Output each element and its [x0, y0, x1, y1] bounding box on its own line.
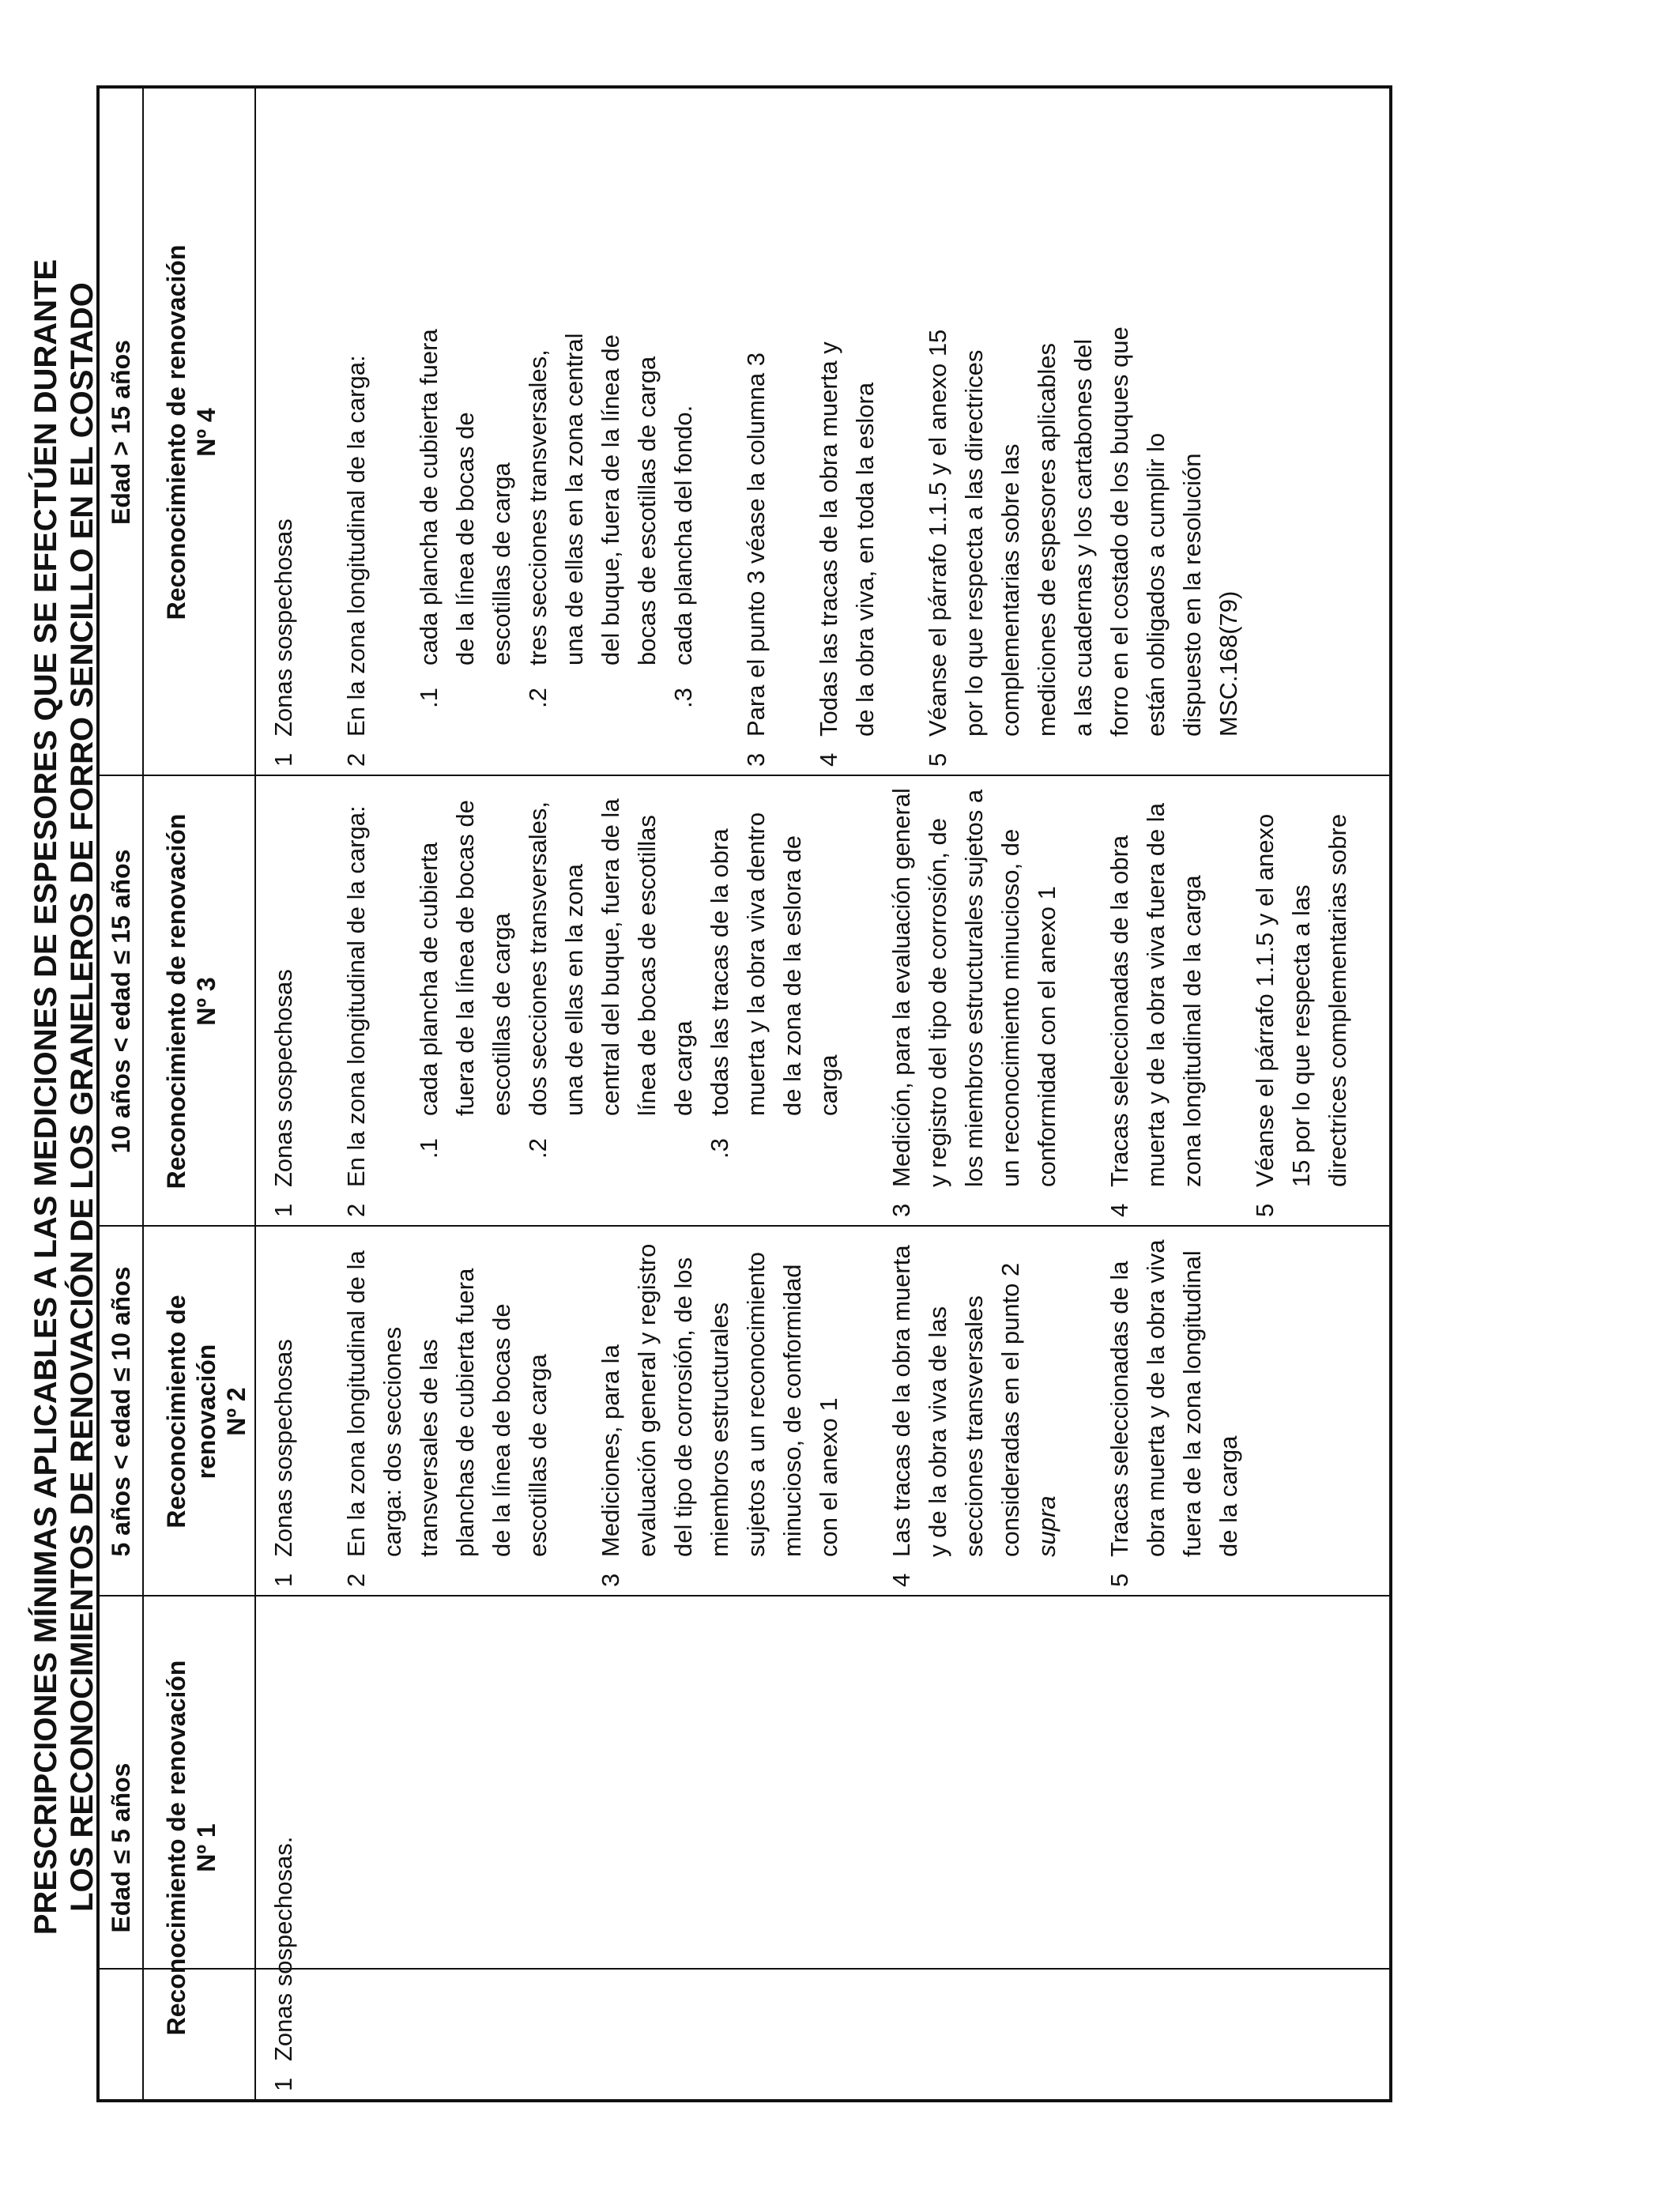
- survey-header-number: Nº 4: [192, 408, 220, 457]
- item-number: 5: [1106, 1573, 1133, 1587]
- item-number: 4: [1106, 1203, 1133, 1217]
- survey-header-col4: [144, 89, 254, 776]
- sub-item: [520, 786, 702, 1187]
- list-item: [811, 324, 883, 767]
- item-number: 1: [269, 2077, 297, 2091]
- item-text: Zonas sospechosas.: [269, 1836, 297, 2061]
- sub-item-text: cada plancha del fondo.: [669, 405, 697, 665]
- survey-header-col2: [144, 1227, 254, 1596]
- survey-header-label: Reconocimiento de renovación: [162, 244, 190, 620]
- header-divider: [254, 89, 256, 2099]
- survey-header-number: Nº 1: [192, 1823, 220, 1872]
- item-number: 1: [269, 752, 297, 767]
- list-item: [1102, 1236, 1247, 1587]
- sub-item-number: .2: [524, 1138, 552, 1159]
- item-text: Zonas sospechosas: [269, 518, 297, 737]
- list-item: [338, 1236, 556, 1587]
- sub-item: [702, 786, 847, 1187]
- item-text: Véanse el párrafo 1.1.5 y el anexo 15 por lo que respecta a las directrices complementarias sobre: [1251, 813, 1351, 1187]
- item-number: 2: [342, 752, 370, 767]
- list-item: [883, 1236, 1065, 1587]
- item-number: 5: [924, 752, 951, 767]
- item-number: 1: [269, 1573, 297, 1587]
- sub-item-text: cada plancha de cubierta fuera de la línea de bocas de escotillas de carga: [415, 329, 515, 665]
- sub-item-text: cada plancha de cubierta fuera de la línea de bocas de escotillas de carga: [415, 800, 515, 1116]
- item-text: En la zona longitudinal de la carga:: [342, 355, 370, 737]
- list-item: [1247, 786, 1356, 1217]
- sub-item-text: tres secciones transversales, una de ellas en la zona central del buque, fuera de la línea de bocas de escotillas de carga: [524, 333, 661, 665]
- sub-item-number: .3: [669, 688, 697, 708]
- sub-item-number: .3: [706, 1138, 733, 1159]
- age-header-col1: Edad ≤ 5 años: [107, 1762, 135, 1933]
- list-item: [920, 324, 1247, 767]
- sub-item-text: todas las tracas de la obra muerta y la obra viva dentro de la zona de la eslora de carga: [706, 812, 842, 1116]
- item-number: 1: [269, 1203, 297, 1217]
- item-text-italic: supra: [1033, 1495, 1060, 1557]
- list-item: [266, 786, 302, 1217]
- survey-header-label: Reconocimiento de renovación: [162, 1660, 190, 2036]
- list-item: [266, 1617, 302, 2091]
- list-item: [593, 1236, 847, 1587]
- item-text: Tracas seleccionadas de la obra muerta y de la obra viva fuera de la zona longitudinal de la carga: [1106, 1239, 1242, 1557]
- age-header-col4: Edad > 15 años: [107, 340, 135, 525]
- survey-header-number: Nº 2: [222, 1387, 250, 1436]
- survey-header-label: Reconocimiento de renovación: [162, 813, 190, 1189]
- column-divider: [100, 1225, 1389, 1227]
- sub-item: [520, 324, 665, 737]
- page-title-line-2: LOS RECONOCIMIENTOS DE RENOVACIÓN DE LOS GRANELEROS DE FORRO SENCILLO EN EL COSTADO: [65, 282, 100, 1912]
- survey-header-col3: [144, 776, 254, 1227]
- sub-item: [665, 324, 702, 737]
- age-header-col3: 10 años < edad ≤ 15 años: [107, 849, 135, 1154]
- page-title-line-1: PRESCRIPCIONES MÍNIMAS APLICABLES A LAS MEDICIONES DE ESPESORES QUE SE EFECTÚEN DURANTE: [28, 258, 63, 1936]
- item-number: 3: [742, 752, 770, 767]
- list-item: [338, 786, 847, 1217]
- column-divider: [100, 1595, 1389, 1596]
- list-item: [738, 324, 774, 767]
- survey-header-col1: [144, 1596, 254, 2099]
- item-text: Tracas seleccionadas de la obra muerta y de la obra viva fuera de la zona longitudinal de la carga: [1106, 803, 1206, 1187]
- item-text-main: Las tracas de la obra muerta y de la obra viva de las secciones transversales consideradas en el punto 2: [887, 1245, 1024, 1557]
- list-item: [266, 1236, 302, 1587]
- item-number: 3: [597, 1573, 624, 1587]
- col4-body: [266, 324, 1283, 767]
- item-number: 4: [887, 1573, 915, 1587]
- column-divider: [100, 775, 1389, 776]
- item-number: 2: [342, 1203, 370, 1217]
- item-text: En la zona longitudinal de la carga: dos secciones transversales de las planchas de cubierta fuera de la línea de bocas de escotillas de carga: [342, 1250, 552, 1557]
- item-text: En la zona longitudinal de la carga:: [342, 805, 370, 1187]
- item-text: [883, 1236, 1065, 1557]
- col3-body: [266, 786, 1392, 1217]
- survey-header-label: Reconocimiento de renovación: [162, 1295, 220, 1529]
- col2-body: [266, 1236, 1283, 1587]
- sub-item-text: dos secciones transversales, una de ellas en la zona central del buque, fuera de la línea de bocas de escotillas de carga: [524, 798, 697, 1116]
- age-header-col2: 5 años < edad ≤ 10 años: [107, 1266, 135, 1557]
- list-item: [266, 324, 302, 767]
- col1-body: [266, 1617, 338, 2091]
- item-text: Todas las tracas de la obra muerta y de la obra viva, en toda la eslora: [815, 341, 879, 737]
- sub-item-number: .1: [415, 1138, 443, 1159]
- list-item: [338, 324, 702, 767]
- item-text: Para el punto 3 véase la columna 3: [742, 352, 770, 737]
- item-text: Mediciones, para la evaluación general y registro del tipo de corrosión, de los miembros estructurales sujetos a un reconocimiento minucioso, de conformidad con el anexo 1: [597, 1243, 842, 1557]
- sub-item-number: .1: [415, 688, 443, 708]
- item-text: Zonas sospechosas: [269, 1339, 297, 1557]
- sub-item: [411, 324, 520, 737]
- item-text: Zonas sospechosas: [269, 969, 297, 1187]
- sub-item-number: .2: [524, 688, 552, 708]
- item-number: 3: [887, 1203, 915, 1217]
- requirements-table: [96, 85, 1392, 2102]
- sub-item: [411, 786, 520, 1187]
- item-number: 2: [342, 1573, 370, 1587]
- list-item: [1102, 786, 1211, 1217]
- list-item: [883, 786, 1065, 1217]
- item-text: Véanse el párrafo 1.1.5 y el anexo 15 por lo que respecta a las directrices complementarias sobre las mediciones de espesores aplicables a las cuadernas y los cartabones del forro en el costado de los buques que están obligados a cumplir lo dispuesto en la resolución MSC.168(79): [924, 326, 1242, 737]
- item-number: 5: [1251, 1203, 1279, 1217]
- survey-header-number: Nº 3: [192, 977, 220, 1026]
- item-text: Medición, para la evaluación general y registro del tipo de corrosión, de los miembros estructurales sujetos a un reconocimiento minucioso, de conformidad con el anexo 1: [887, 788, 1060, 1187]
- item-number: 4: [815, 752, 842, 767]
